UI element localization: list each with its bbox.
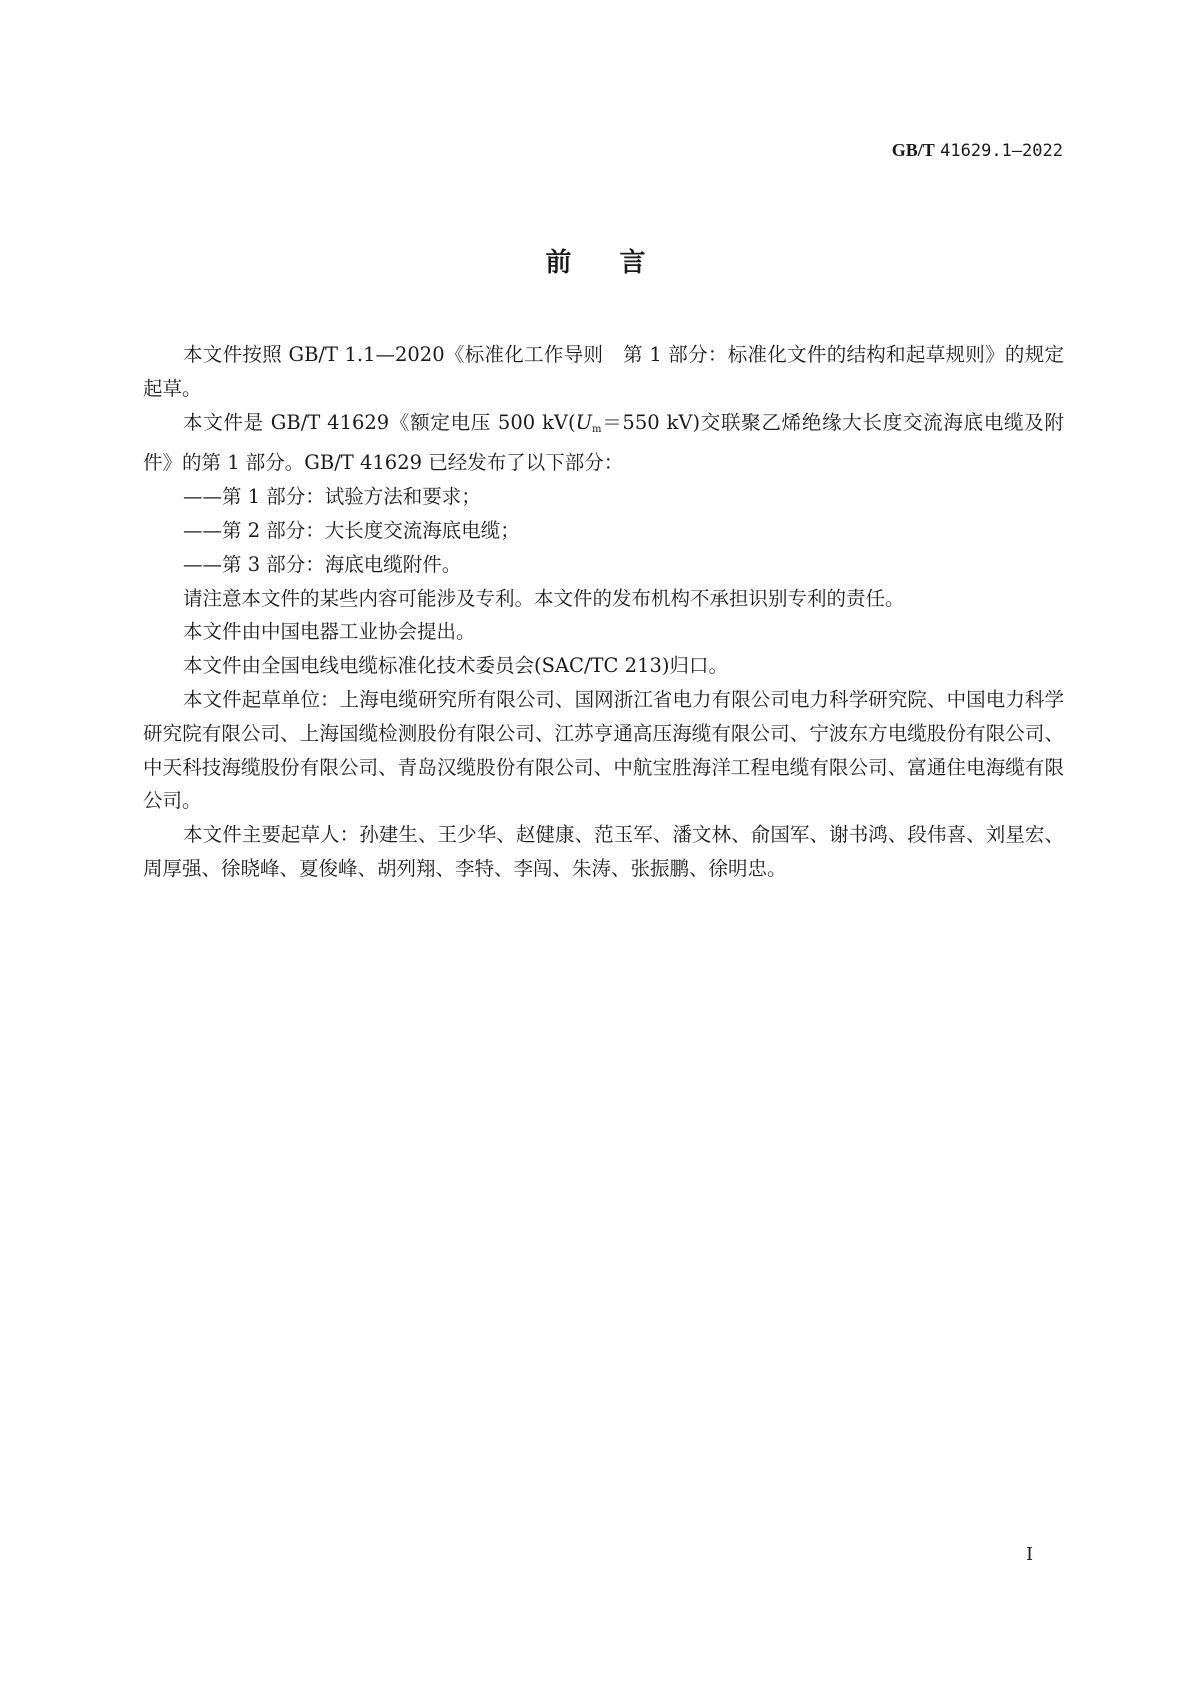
list-item: ——第 2 部分：大长度交流海底电缆； — [183, 518, 520, 542]
symbol-subscript: m — [592, 423, 602, 435]
list-item: ——第 1 部分：试验方法和要求； — [183, 485, 481, 509]
paragraph-patent: 请注意本文件的某些内容可能涉及专利。本文件的发布机构不承担识别专利的责任。 — [183, 586, 905, 610]
page-title: 前言 — [545, 248, 694, 278]
symbol-u: U — [575, 410, 593, 434]
paragraph-series-pre: 本文件是 GB/T 41629《额定电压 500 kV( — [183, 410, 576, 434]
paragraph-drafters: 本文件主要起草人：孙建生、王少华、赵健康、范玉军、潘文林、俞国军、谢书鸿、段伟喜、刘星宏、周厚强、徐晓峰、夏俊峰、胡列翔、李特、李闯、朱涛、张振鹏、徐明忠。 — [143, 823, 1064, 880]
paragraph-basis: 本文件按照 GB/T 1.1—2020《标准化工作导则 第 1 部分：标准化文件的结构和起草规则》的规定起草。 — [143, 343, 1064, 400]
standard-code: 41629.1—2022 — [940, 141, 1063, 161]
paragraph-drafting-units: 本文件起草单位：上海电缆研究所有限公司、国网浙江省电力有限公司电力科学研究院、中国电力科学研究院有限公司、上海国缆检测股份有限公司、江苏亨通高压海缆有限公司、宁波东方电缆股份有限公司、中天科技海缆股份有限公司、青岛汉缆股份有限公司、中航宝胜海洋工程电缆有限公司、富通住电海缆有限公司。 — [143, 687, 1064, 813]
foreword-body — [143, 338, 1064, 886]
paragraph-series — [143, 406, 1064, 481]
paragraph-committee: 本文件由全国电线电缆标准化技术委员会(SAC/TC 213)归口。 — [183, 654, 728, 678]
list-item: ——第 3 部分：海底电缆附件。 — [183, 552, 462, 576]
page-number: I — [1026, 1544, 1034, 1565]
standard-prefix: GB/T — [891, 140, 935, 160]
paragraph-proposer: 本文件由中国电器工业协会提出。 — [183, 620, 476, 644]
paragraph-series-post: ＝550 kV)交联聚乙烯绝缘大长度交流海底电缆及附件》的第 1 部分。GB/T 41629 已经发布了以下部分： — [143, 410, 1064, 475]
standard-number — [892, 140, 1063, 161]
